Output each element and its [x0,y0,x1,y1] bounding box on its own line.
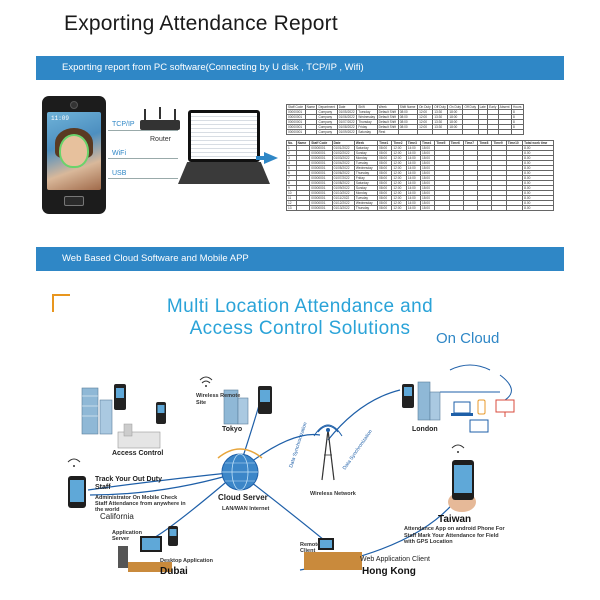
table-header-cell: Time10 [506,141,522,146]
page-title: Exporting Attendance Report [64,12,338,35]
network-diagram [0,340,600,600]
table-cell: Staff Code [287,105,306,110]
table-cell: 01/11/2022 [332,196,354,201]
table-cell: Thursday [354,171,377,176]
table-cell: On Duty [449,105,462,109]
router-icon [140,120,180,130]
table-cell: 8.00 [523,171,554,176]
table-cell: 9 [287,186,297,191]
table-header-cell: No. [287,141,297,146]
table-header-cell: Date [332,141,354,146]
table-cell: 5 [287,166,297,171]
table-cell: Company [317,130,337,135]
table-cell: 18:00 [421,161,435,166]
building-icon [418,382,440,420]
table-cell: 00000001 [310,151,332,156]
router-antenna [144,109,146,121]
table-cell: Saturday [354,181,377,186]
table-cell: Off Duty [434,105,446,109]
table-cell: Late [479,105,486,109]
table-cell: 18:00 [421,156,435,161]
table-cell: 14:00 [406,196,420,201]
table-cell: 08:00 [378,161,392,166]
table-cell: Thursday [354,206,377,211]
table-cell: 12:00 [418,110,433,115]
table-cell: 08:00 [398,125,417,130]
table-cell: 18:00 [421,151,435,156]
table-cell: On Duty [419,105,431,109]
table-cell: 01/05/2022 [332,166,354,171]
table-cell: 01/12/2022 [332,201,354,206]
table-cell: Monday [354,191,377,196]
table-cell: Sunday [354,186,377,191]
table-cell [498,130,511,135]
table-cell: 12:00 [418,125,433,130]
terminal-device-icon [168,526,178,546]
table-cell: 12:00 [392,196,406,201]
table-cell: 00000001 [287,120,306,125]
label-taiwan-description: Attendance App on android Phone For Staff Mark Your Attendance for Field with GPS Location [404,526,505,545]
label-access-control: Access Control [112,450,164,457]
table-cell: 8 [511,125,523,130]
connection-label-wifi: WiFi [112,150,126,157]
table-header-cell: Time6 [449,141,463,146]
table-cell: Rest [377,130,398,135]
table-cell: 08:00 [398,110,417,115]
terminal-device-icon [402,384,414,408]
table-cell: Default Shift [377,125,398,130]
table-cell: 01/06/2022 [337,115,357,120]
laptop-spreadsheet [191,113,257,159]
table-cell: 14:00 [406,176,420,181]
table-cell: 00000001 [310,201,332,206]
arrow-right-icon [264,152,278,164]
table-cell: 14:00 [406,161,420,166]
table-cell: 14:00 [406,186,420,191]
label-london: London [412,426,438,433]
table-cell: 08:00 [378,186,392,191]
table-cell: Shift [357,105,377,110]
table-cell: 12:00 [392,161,406,166]
table-cell [506,206,522,211]
router-label: Router [150,136,172,143]
table-cell: Wednesday [357,115,377,120]
table-cell [296,206,310,211]
table-cell: 18:00 [448,120,463,125]
table-cell: 08:00 [378,146,392,151]
table-cell: 18:00 [421,171,435,176]
report-table-detail [286,140,554,211]
table-cell: 18:00 [421,166,435,171]
laptop-icon [188,110,260,162]
table-cell: 14:00 [406,191,420,196]
sync-label-right: Data Synchronization [341,428,374,472]
table-cell: 00000001 [310,206,332,211]
table-cell: 8.00 [523,186,554,191]
table-cell: 2 [287,151,297,156]
table-header-cell: Time9 [492,141,506,146]
terminal-screen [47,112,101,190]
table-cell: Early [489,105,497,109]
table-cell: Company [317,115,337,120]
table-cell: Friday [357,125,377,130]
table-cell: 01/09/2022 [337,130,357,135]
label-lan-wan: LAN/WAN Internet [222,506,270,512]
table-cell: 8.00 [523,206,554,211]
connection-label-tcpip: TCP/IP [112,121,135,128]
section-band-cloud: Web Based Cloud Software and Mobile APP [36,247,564,271]
table-cell: 14:00 [406,206,420,211]
table-cell: 12:00 [392,191,406,196]
table-cell: 14:00 [406,156,420,161]
label-tokyo: Tokyo [222,426,243,433]
table-cell: Wednesday [354,201,377,206]
table-cell: Date [337,105,357,110]
table-cell [398,130,417,135]
table-cell: 8.00 [523,161,554,166]
table-cell: 18:00 [421,146,435,151]
table-cell: 18:00 [421,206,435,211]
terminal-device-icon [156,402,166,424]
label-hong-kong: Hong Kong [362,566,416,577]
table-cell: 01/09/2022 [332,186,354,191]
table-cell: 8.00 [523,151,554,156]
table-cell: Default Shift [377,120,398,125]
label-cloud-server: Cloud Server [218,493,268,502]
table-cell: 18:00 [421,196,435,201]
table-cell: 08:00 [378,156,392,161]
table-cell: 12:00 [392,146,406,151]
table-cell: 8.00 [523,201,554,206]
table-cell: Thursday [357,120,377,125]
camera-icon [70,101,78,109]
table-cell: 12:00 [392,171,406,176]
table-cell [435,206,449,211]
table-cell: 12:00 [392,151,406,156]
table-cell: 12:00 [418,115,433,120]
table-cell: 4 [287,161,297,166]
table-cell: 11 [287,196,297,201]
table-cell: 00000001 [310,146,332,151]
table-cell: 01/13/2022 [332,206,354,211]
label-remote-client: Remote Client [300,542,321,554]
server-icon [118,546,128,568]
table-cell: 01/07/2022 [337,120,357,125]
table-cell: 18:00 [421,186,435,191]
table-cell: 12 [287,201,297,206]
table-cell [463,206,477,211]
table-cell: 00000001 [310,196,332,201]
table-cell [478,206,492,211]
table-cell: 18:00 [421,191,435,196]
terminal-time: 11:09 [51,115,70,122]
table-header-cell: Time2 [392,141,406,146]
table-cell: 3 [287,156,297,161]
table-cell: 12:00 [392,206,406,211]
router-antenna [174,109,176,121]
table-cell: 01/07/2022 [332,176,354,181]
table-cell: 18:00 [421,176,435,181]
turnstile-icon [118,424,160,448]
table-cell: 8.00 [523,191,554,196]
table-cell [418,130,433,135]
table-cell: 12:00 [392,176,406,181]
connection-label-usb: USB [112,170,127,177]
label-track-staff: Track Your Out Duty Staff [95,476,163,491]
table-cell: Sunday [354,151,377,156]
table-cell: 01/05/2022 [337,110,357,115]
label-taiwan: Taiwan [438,514,472,525]
table-cell: Shift Name [398,105,417,110]
table-cell: 8 [511,110,523,115]
table-cell: 01/04/2022 [332,161,354,166]
table-header-cell: Time8 [478,141,492,146]
table-cell [492,206,506,211]
label-desktop-application: Desktop Application [160,558,213,564]
table-cell: 10 [287,191,297,196]
table-cell: Saturday [354,146,377,151]
table-cell: 01/03/2022 [332,156,354,161]
table-cell: Company [317,125,337,130]
table-cell: 13 [287,206,297,211]
table-header-cell: Time1 [378,141,392,146]
table-cell: 18:00 [421,181,435,186]
table-cell: 08:00 [378,171,392,176]
table-cell: Company [317,110,337,115]
table-cell: Off Duty [464,105,477,109]
table-cell: Saturday [357,130,377,135]
table-header-cell: Total work time [523,141,554,146]
sync-label-left: Data Synchronization [288,421,309,469]
table-header-cell: Staff Code [310,141,332,146]
table-cell: 18:00 [448,110,463,115]
table-cell: 8 [287,181,297,186]
table-cell: 14:00 [406,151,420,156]
wireless-tower-icon [314,425,342,480]
table-header-cell: Time7 [463,141,477,146]
table-cell: 00000001 [310,166,332,171]
table-cell: 14:00 [406,181,420,186]
table-cell [511,130,523,135]
table-cell: 6 [287,171,297,176]
table-cell: 08:00 [378,201,392,206]
face-detection-frame [59,134,89,168]
link-cloud-right [500,375,511,400]
table-cell: 08:00 [398,115,417,120]
label-application-server: Application Server [112,530,142,542]
table-cell: 01/02/2022 [332,151,354,156]
label-wireless-network: Wireless Network [310,491,356,497]
table-cell: 01/08/2022 [337,125,357,130]
table-cell: 00000001 [287,130,306,135]
table-cell: 00000001 [310,176,332,181]
label-wireless-remote-site: Wireless Remote Site [196,393,241,406]
table-cell [448,130,463,135]
terminal-device-icon [258,386,272,414]
table-cell: 01/06/2022 [332,171,354,176]
table-cell: 8.00 [523,176,554,181]
table-header-cell: Time4 [421,141,435,146]
table-cell: 01/01/2022 [332,146,354,151]
desktop-monitor-icon [496,400,514,417]
table-row [287,130,524,135]
table-cell: 13:30 [433,110,448,115]
tablet-icon [470,420,488,432]
table-cell: Monday [354,156,377,161]
table-cell: 00000001 [310,156,332,161]
table-cell: Tuesday [354,161,377,166]
table-cell: 12:00 [392,181,406,186]
table-cell: 00000001 [310,161,332,166]
table-cell: Week [377,105,398,110]
table-cell: 8.00 [523,156,554,161]
label-california: California [100,512,134,521]
table-cell: 08:00 [378,176,392,181]
table-row [287,206,554,211]
mobile-phone-icon [68,476,86,508]
table-cell: Name [306,105,316,109]
on-cloud-label: On Cloud [436,330,500,347]
table-cell: 00000001 [287,110,306,115]
table-cell: 12:00 [392,166,406,171]
table-cell: Friday [354,176,377,181]
table-cell: Default Shift [377,110,398,115]
table-cell: Tuesday [354,196,377,201]
table-cell: 01/08/2022 [332,181,354,186]
table-cell: 18:00 [448,125,463,130]
table-header-cell: Time3 [406,141,420,146]
table-cell: 18:00 [421,201,435,206]
table-header-cell: Time5 [435,141,449,146]
table-cell [305,130,317,135]
table-cell: 00000001 [287,115,306,120]
table-cell: 08:00 [378,196,392,201]
connection-line-wifi [108,158,178,159]
table-cell: Company [317,120,337,125]
mobile-phone-icon [478,400,485,414]
table-cell: 14:00 [406,201,420,206]
solution-title-line1: Multi Location Attendance and [166,296,434,317]
connection-line-tcpip [108,130,178,131]
table-cell: 7 [287,176,297,181]
table-cell: Department [317,105,337,110]
table-cell: 8 [511,120,523,125]
table-header-cell: Week [354,141,377,146]
table-cell: 00000001 [287,125,306,130]
table-cell: 01/10/2022 [332,191,354,196]
table-cell: 08:00 [378,181,392,186]
table-cell: 08:00 [378,206,392,211]
laptop-keyboard [178,162,270,184]
table-cell: 8.00 [523,166,554,171]
table-cell [433,130,448,135]
table-cell: 8 [511,115,523,120]
laptop-icon [451,402,473,416]
table-cell: 08:00 [378,151,392,156]
card-reader-icon [64,196,84,206]
table-cell: 12:00 [392,201,406,206]
solution-title-line2: Access Control Solutions [189,318,411,339]
table-cell: 14:00 [406,166,420,171]
table-cell: 08:00 [378,166,392,171]
table-cell: 12:00 [392,186,406,191]
label-web-app-client: Web Application Client [360,556,430,563]
terminal-device-icon [114,384,126,410]
report-table-summary [286,104,524,135]
table-cell: 14:00 [406,171,420,176]
table-cell [478,130,488,135]
table-cell: 12:00 [392,156,406,161]
wifi-icon [200,377,212,387]
label-dubai: Dubai [160,566,188,577]
table-cell: 13:30 [433,120,448,125]
table-cell: 08:00 [398,120,417,125]
table-cell: 8.00 [523,181,554,186]
table-cell: 13:30 [433,125,448,130]
wifi-icon [452,445,464,453]
table-cell: 8.00 [523,146,554,151]
table-cell [488,130,499,135]
connection-line-usb [108,178,178,179]
table-cell [449,206,463,211]
table-cell: 00000001 [310,191,332,196]
label-track-description: Administrator On Mobile Check Staff Attendance from anywhere in the world [95,495,186,513]
table-cell: Tuesday [357,110,377,115]
section-band-export: Exporting report from PC software(Connecting by U disk , TCP/IP , Wifi) [36,56,564,80]
table-cell: 1 [287,146,297,151]
hand-with-phone-icon [448,460,476,512]
table-header-cell: Name [296,141,310,146]
table-cell: 13:30 [433,115,448,120]
table-cell: 00000001 [310,171,332,176]
table-cell: Default Shift [377,115,398,120]
table-cell: Wednesday [354,166,377,171]
table-cell: 00000001 [310,181,332,186]
table-cell: 08:00 [378,191,392,196]
table-cell: Hours [512,105,522,109]
table-cell: 00000001 [310,186,332,191]
table-cell: 14:00 [406,146,420,151]
table-cell: 8.00 [523,196,554,201]
link-london [328,390,400,440]
building-icon [82,388,112,434]
link-cloud-top [450,365,490,370]
face-recognition-terminal [42,96,106,214]
table-cell [463,130,478,135]
router-antenna [159,107,161,119]
table-cell: Absent [499,105,510,109]
table-cell: 12:00 [418,120,433,125]
wifi-icon [68,459,80,467]
table-cell: 18:00 [448,115,463,120]
